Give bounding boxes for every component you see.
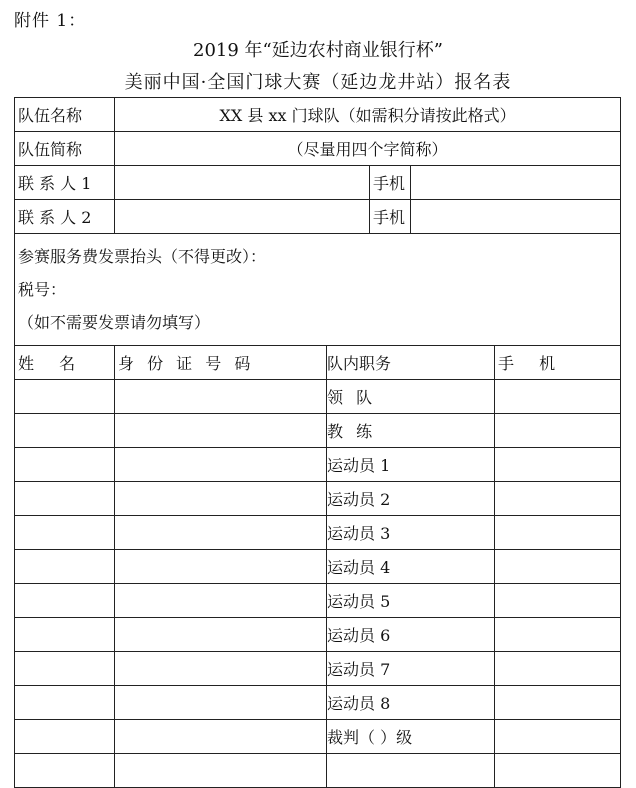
player-name-field[interactable] [15, 754, 115, 788]
role-label: 教 练 [327, 414, 495, 448]
contact1-phone-label: 手机 [370, 166, 411, 200]
form-title-line2: 美丽中国·全国门球大赛（延边龙井站）报名表 [124, 72, 512, 93]
player-name-field[interactable] [15, 482, 115, 516]
roster-row [15, 584, 621, 618]
roster-row [15, 652, 621, 686]
role-label: 运动员 3 [327, 516, 495, 550]
role-label: 运动员 2 [327, 482, 495, 516]
role-label: 运动员 7 [327, 652, 495, 686]
player-id-field[interactable] [115, 516, 327, 550]
player-name-field[interactable] [15, 550, 115, 584]
invoice-info-cell[interactable] [15, 234, 621, 346]
invoice-row [15, 234, 621, 346]
header-name: 姓 名 [15, 346, 115, 380]
form-title-line1: 2019 年“延边农村商业银行杯” [193, 40, 443, 61]
player-id-field[interactable] [115, 414, 327, 448]
player-id-field[interactable] [115, 754, 327, 788]
team-short-label: 队伍简称 [15, 132, 115, 166]
player-id-field[interactable] [115, 482, 327, 516]
player-id-field[interactable] [115, 584, 327, 618]
player-id-field[interactable] [115, 720, 327, 754]
attachment-label: 附件 1： [14, 11, 87, 31]
roster-row [15, 720, 621, 754]
player-phone-field[interactable] [495, 550, 621, 584]
roster-row [15, 414, 621, 448]
role-label: 运动员 6 [327, 618, 495, 652]
player-phone-field[interactable] [495, 754, 621, 788]
player-name-field[interactable] [15, 618, 115, 652]
player-id-field[interactable] [115, 448, 327, 482]
player-name-field[interactable] [15, 448, 115, 482]
team-name-field[interactable]: XX 县 xx 门球队（如需积分请按此格式） [115, 98, 621, 132]
player-phone-field[interactable] [495, 652, 621, 686]
player-phone-field[interactable] [495, 414, 621, 448]
role-label: 运动员 1 [327, 448, 495, 482]
role-label: 裁判（ ）级 [327, 720, 495, 754]
player-name-field[interactable] [15, 720, 115, 754]
team-name-label: 队伍名称 [15, 98, 115, 132]
roster-row [15, 618, 621, 652]
tax-number-label: 税号： [18, 280, 67, 299]
contact2-name-field[interactable] [115, 200, 370, 234]
player-name-field[interactable] [15, 652, 115, 686]
contact2-label: 联 系 人 2 [15, 200, 115, 234]
player-name-field[interactable] [15, 584, 115, 618]
player-name-field[interactable] [15, 516, 115, 550]
player-id-field[interactable] [115, 686, 327, 720]
role-label: 领 队 [327, 380, 495, 414]
team-name-row [15, 98, 621, 132]
player-phone-field[interactable] [495, 618, 621, 652]
roster-row [15, 380, 621, 414]
player-phone-field[interactable] [495, 482, 621, 516]
header-id-number: 身 份 证 号 码 [115, 346, 327, 380]
roster-row [15, 516, 621, 550]
role-label: 运动员 8 [327, 686, 495, 720]
roster-row [15, 754, 621, 788]
contact2-row [15, 200, 621, 234]
player-name-field[interactable] [15, 686, 115, 720]
player-phone-field[interactable] [495, 448, 621, 482]
invoice-title-label: 参赛服务费发票抬头（不得更改）： [18, 247, 267, 266]
contact1-name-field[interactable] [115, 166, 370, 200]
roster-row [15, 686, 621, 720]
role-label: 运动员 4 [327, 550, 495, 584]
registration-form-table [14, 97, 621, 788]
player-phone-field[interactable] [495, 380, 621, 414]
player-phone-field[interactable] [495, 720, 621, 754]
roster-header-row [15, 346, 621, 380]
team-short-row [15, 132, 621, 166]
header-role: 队内职务 [327, 346, 495, 380]
player-phone-field[interactable] [495, 584, 621, 618]
contact1-phone-field[interactable] [411, 166, 621, 200]
invoice-note: （如不需要发票请勿填写） [18, 313, 211, 332]
player-id-field[interactable] [115, 618, 327, 652]
contact1-row [15, 166, 621, 200]
player-id-field[interactable] [115, 550, 327, 584]
contact2-phone-field[interactable] [411, 200, 621, 234]
player-phone-field[interactable] [495, 686, 621, 720]
contact1-label: 联 系 人 1 [15, 166, 115, 200]
roster-row [15, 550, 621, 584]
roster-row [15, 482, 621, 516]
player-phone-field[interactable] [495, 516, 621, 550]
player-id-field[interactable] [115, 380, 327, 414]
header-phone: 手 机 [495, 346, 621, 380]
role-label: 运动员 5 [327, 584, 495, 618]
role-label [327, 754, 495, 788]
player-id-field[interactable] [115, 652, 327, 686]
team-short-field[interactable]: （尽量用四个字简称） [115, 132, 621, 166]
roster-row [15, 448, 621, 482]
player-name-field[interactable] [15, 380, 115, 414]
player-name-field[interactable] [15, 414, 115, 448]
contact2-phone-label: 手机 [370, 200, 411, 234]
